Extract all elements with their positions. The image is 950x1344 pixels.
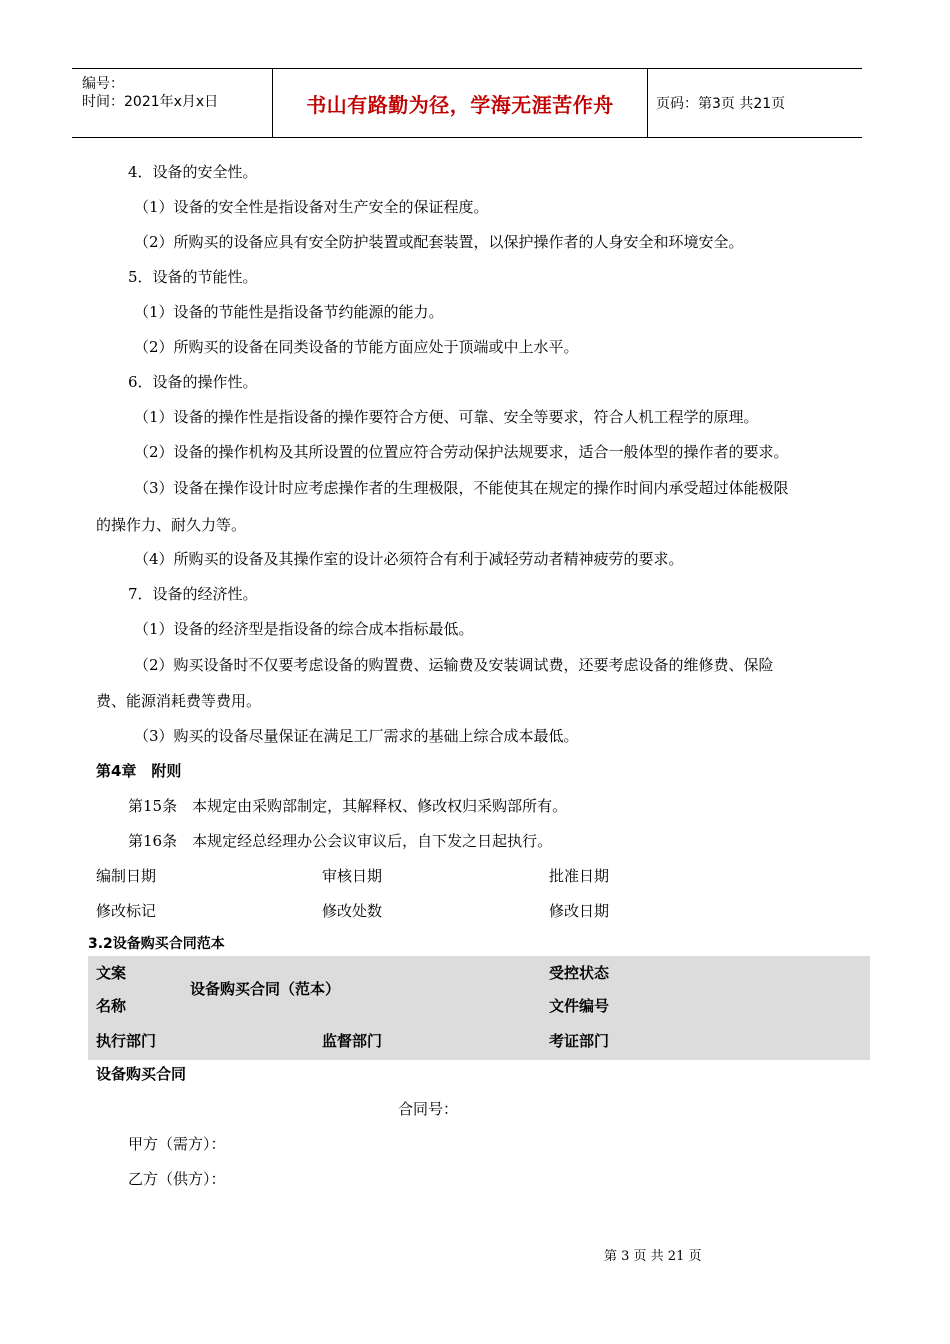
header-meta-cell bbox=[72, 69, 273, 137]
paragraph-continuation: 费、能源消耗费等费用。 bbox=[96, 692, 262, 710]
party-a-label: 甲方（需方）： bbox=[128, 1135, 226, 1153]
file-number-label: 文件编号 bbox=[549, 997, 610, 1015]
section-heading-energy: 5．设备的节能性。 bbox=[128, 268, 258, 286]
approve-date-label: 批准日期 bbox=[549, 867, 610, 885]
paragraph: （1）设备的经济型是指设备的综合成本指标最低。 bbox=[134, 620, 474, 638]
section-heading-safety: 4．设备的安全性。 bbox=[128, 163, 258, 181]
paragraph-continuation: 的操作力、耐久力等。 bbox=[96, 516, 247, 534]
doc-label-2: 名称 bbox=[96, 997, 127, 1015]
control-status-label: 受控状态 bbox=[549, 964, 610, 982]
paragraph: （4）所购买的设备及其操作室的设计必须符合有利于减轻劳动者精神疲劳的要求。 bbox=[134, 550, 684, 568]
paragraph: （1）设备的操作性是指设备的操作要符合方便、可靠、安全等要求，符合人机工程学的原理。 bbox=[134, 408, 759, 426]
header-motto-cell bbox=[273, 69, 648, 137]
exec-dept-label: 执行部门 bbox=[96, 1032, 157, 1050]
paragraph: （1）设备的节能性是指设备节约能源的能力。 bbox=[134, 303, 444, 321]
article-16: 第16条 本规定经总经理办公会议审议后，自下发之日起执行。 bbox=[128, 832, 553, 850]
contract-number-label: 合同号： bbox=[398, 1100, 459, 1118]
verify-dept-label: 考证部门 bbox=[549, 1032, 610, 1050]
review-date-label: 审核日期 bbox=[322, 867, 383, 885]
doc-title: 设备购买合同（范本） bbox=[190, 980, 341, 998]
chapter-heading: 第4章 附则 bbox=[96, 762, 182, 780]
page-header bbox=[72, 68, 862, 138]
revision-mark-label: 修改标记 bbox=[96, 902, 157, 920]
compile-date-label: 编制日期 bbox=[96, 867, 157, 885]
paragraph: （2）购买设备时不仅要考虑设备的购置费、运输费及安装调试费，还要考虑设备的维修费、保险 bbox=[134, 656, 774, 674]
paragraph: （3）设备在操作设计时应考虑操作者的生理极限，不能使其在规定的操作时间内承受超过体能极限 bbox=[134, 479, 789, 497]
document-time-label: 时间：2021年x月x日 bbox=[82, 94, 219, 110]
revision-date-label: 修改日期 bbox=[549, 902, 610, 920]
header-motto: 书山有路勤为径，学海无涯苦作舟 bbox=[306, 92, 614, 117]
section-title: 3.2设备购买合同范本 bbox=[88, 936, 225, 952]
page-footer: 第 3 页 共 21 页 bbox=[604, 1249, 702, 1264]
article-15: 第15条 本规定由采购部制定，其解释权、修改权归采购部所有。 bbox=[128, 797, 568, 815]
header-page-cell bbox=[648, 69, 862, 137]
section-heading-economy: 7．设备的经济性。 bbox=[128, 585, 258, 603]
paragraph: （1）设备的安全性是指设备对生产安全的保证程度。 bbox=[134, 198, 489, 216]
party-b-label: 乙方（供方）： bbox=[128, 1170, 226, 1188]
revision-count-label: 修改处数 bbox=[322, 902, 383, 920]
supervise-dept-label: 监督部门 bbox=[322, 1032, 383, 1050]
section-heading-operability: 6．设备的操作性。 bbox=[128, 373, 258, 391]
doc-label-1: 文案 bbox=[96, 964, 127, 982]
control-table bbox=[88, 956, 870, 1060]
header-page-info: 页码：第3页 共21页 bbox=[656, 96, 786, 112]
paragraph: （2）所购买的设备在同类设备的节能方面应处于顶端或中上水平。 bbox=[134, 338, 579, 356]
document-number-label: 编号： bbox=[82, 76, 124, 92]
contract-title: 设备购买合同 bbox=[96, 1065, 187, 1083]
paragraph: （2）设备的操作机构及其所设置的位置应符合劳动保护法规要求，适合一般体型的操作者的要求。 bbox=[134, 443, 789, 461]
paragraph: （2）所购买的设备应具有安全防护装置或配套装置，以保护操作者的人身安全和环境安全。 bbox=[134, 233, 744, 251]
paragraph: （3）购买的设备尽量保证在满足工厂需求的基础上综合成本最低。 bbox=[134, 727, 579, 745]
